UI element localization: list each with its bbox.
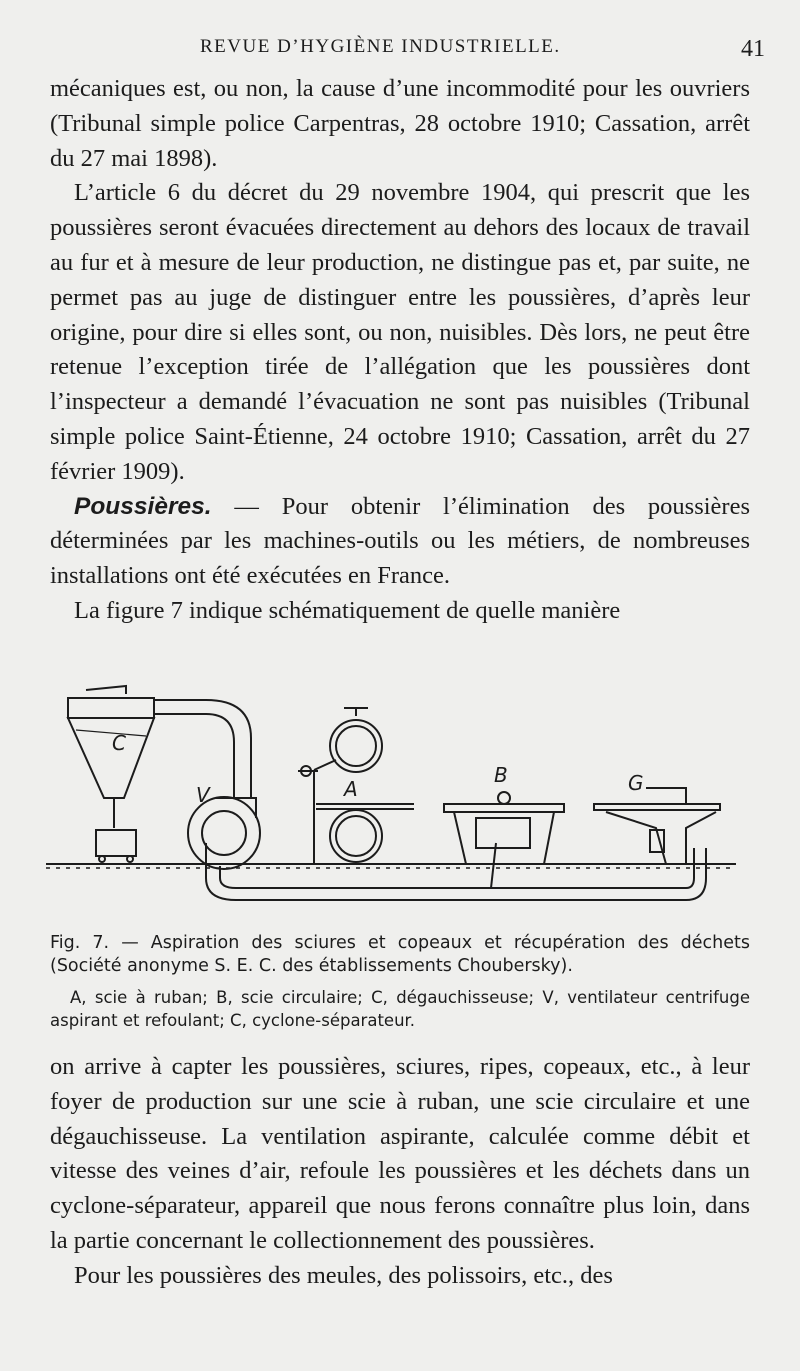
figure-7-diagram xyxy=(46,678,756,918)
page-number: 41 xyxy=(741,36,765,62)
paragraph-meules: Pour les poussières des meules, des polissoirs, etc., des xyxy=(74,1261,613,1289)
installation-drawing xyxy=(46,678,756,918)
paragraph-decree: L’article 6 du décret du 29 novembre 1904, qui prescrit que les poussières seront évacuées directement au dehors des locaux de travail au fur et à mesure de leur production, ne distingue pas et, par suite, ne permet pas au juge de distinguer entre les poussières, d’après leur origine, pour dire si elles sont, ou non, nuisibles. Dès lors, ne peut être retenue l’exception tirée de l’allégation que les poussières dont l’inspecteur a demandé l’évacuation ne sont pas nuisibles (Tribunal simple police Saint-Étienne, 24 octobre 1910; Cassation, arrêt du 27 février 1909). xyxy=(50,179,750,485)
figure-caption xyxy=(50,932,750,978)
body-text-top xyxy=(50,72,750,629)
page-header xyxy=(50,34,765,70)
paragraph-continuation: mécaniques est, ou non, la cause d’une incommodité pour les ouvriers (Tribunal simple police Carpentras, 28 octobre 1910; Cassation, arrêt du 27 mai 1898). xyxy=(50,75,750,172)
figure-legend xyxy=(50,986,750,1032)
centrifugal-fan xyxy=(188,797,260,869)
body-text-bottom xyxy=(50,1050,750,1294)
planer-machine xyxy=(594,788,720,864)
running-head: REVUE D’HYGIÈNE INDUSTRIELLE. xyxy=(200,36,561,57)
label-cyclone: C xyxy=(112,731,126,755)
paragraph-figure-intro: La figure 7 indique schématiquement de quelle manière xyxy=(74,596,621,624)
section-heading-poussieres: Poussières. xyxy=(74,492,212,520)
duct-lower xyxy=(206,843,706,900)
caption-main: Fig. 7. — Aspiration des sciures et copeaux et récupération des déchets (Société anonyme S. E. C. des établissements Choubersky). xyxy=(50,933,750,976)
label-circular-saw: B xyxy=(494,763,508,787)
label-bandsaw: A xyxy=(344,777,358,801)
paragraph-poussieres xyxy=(50,490,750,594)
cyclone-separator xyxy=(68,686,154,862)
caption-legend: A, scie à ruban; B, scie circulaire; C, dégauchisseuse; V, ventilateur centrifuge aspirant et refoulant; C, cyclone-séparateur. xyxy=(50,988,750,1030)
paragraph-poussieres-text: — Pour obtenir l’élimination des poussières déterminées par les machines-outils ou les métiers, de nombreuses installations ont été exécutées en France. xyxy=(50,492,750,590)
label-fan: V xyxy=(196,783,210,807)
duct-upper-inner xyxy=(154,714,234,798)
paragraph-description: on arrive à capter les poussières, sciures, ripes, copeaux, etc., à leur foyer de production sur une scie à ruban, une scie circulaire et une dégauchisseuse. La ventilation aspirante, calculée comme débit et vitesse des veines d’air, refoule les poussières et les déchets dans un cyclone-séparateur, appareil que nous ferons connaître plus loin, dans la partie concernant le collectionnement des poussières. xyxy=(50,1053,750,1254)
label-planer: G xyxy=(628,771,644,795)
circular-saw xyxy=(444,792,564,888)
